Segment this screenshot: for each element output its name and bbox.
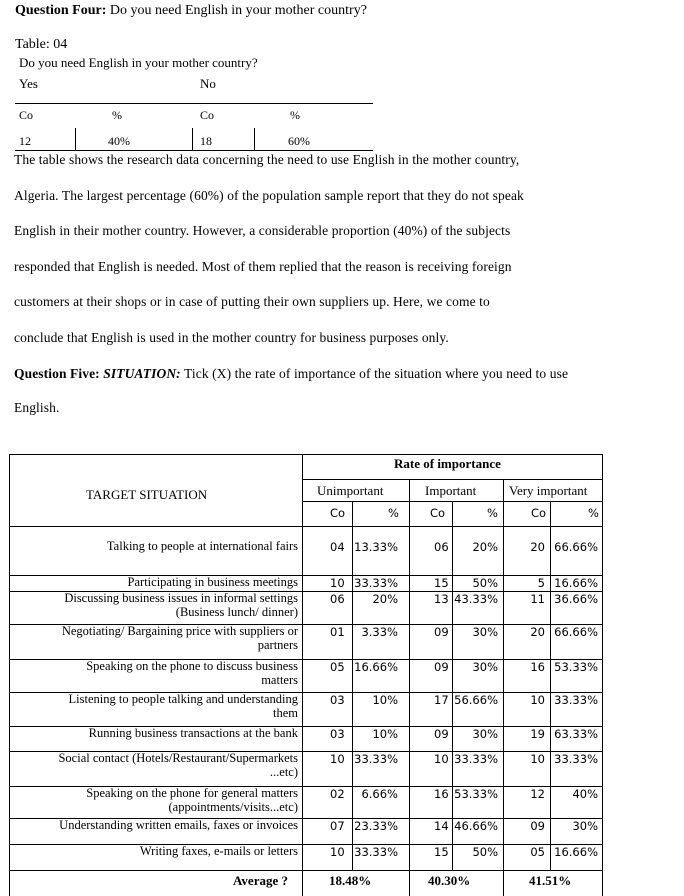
- table-rule: [9, 454, 10, 896]
- table-rule: [9, 870, 603, 871]
- average-important: 40.30%: [428, 873, 471, 888]
- table-04-divider: [15, 103, 373, 104]
- cell-i-co: 09: [434, 625, 449, 639]
- cell-v-pct: 66.66%: [554, 625, 598, 639]
- cell-v-pct: 16.66%: [554, 576, 598, 590]
- table-04-col-rule: [192, 128, 193, 150]
- paragraph-line: customers at their shops or in case of putting their own suppliers up. Here, we come to: [14, 294, 490, 309]
- cell-u-co: 02: [330, 787, 345, 801]
- table-rule: [452, 501, 453, 870]
- cell-i-pct: 30%: [472, 625, 498, 639]
- cell-v-pct: 30%: [572, 819, 598, 833]
- pct-header: %: [487, 506, 498, 520]
- question-five: [14, 366, 568, 382]
- table-rule: [503, 479, 504, 896]
- cell-v-pct: 40%: [572, 787, 598, 801]
- table-rule: [409, 479, 410, 896]
- table-04-pct-header: %: [290, 108, 300, 122]
- average-very-important: 41.51%: [529, 873, 572, 888]
- situation-label: Participating in business meetings: [127, 575, 298, 589]
- table-rule: [352, 501, 353, 870]
- cell-u-pct: 20%: [372, 592, 398, 606]
- table-04-pct-header: %: [112, 108, 122, 122]
- average-unimportant: 18.48%: [329, 873, 372, 888]
- table-04-title: Table: 04: [15, 37, 68, 52]
- table-04-yes-percent: 40%: [108, 134, 130, 148]
- situation-label: matters: [261, 673, 298, 687]
- cell-i-co: 17: [434, 693, 449, 707]
- table-04-bottom-rule: [15, 150, 373, 151]
- paragraph-line: responded that English is needed. Most of them replied that the reason is receiving foreign: [14, 259, 512, 274]
- question-five-continuation: English.: [14, 400, 60, 415]
- table-rule: [602, 454, 603, 896]
- cell-v-co: 19: [530, 727, 545, 741]
- cell-u-pct: 33.33%: [354, 576, 398, 590]
- cell-i-co: 09: [434, 727, 449, 741]
- table-04-caption: Do you need English in your mother country?: [19, 55, 258, 70]
- question-four-colon: :: [101, 3, 107, 18]
- question-five-label: Question Five:: [14, 366, 100, 381]
- situation-label: Understanding written emails, faxes or invoices: [59, 818, 298, 832]
- table-04-yes-count: 12: [19, 134, 31, 148]
- cell-v-pct: 16.66%: [554, 845, 598, 859]
- cell-u-co: 06: [330, 592, 345, 606]
- cell-i-pct: 20%: [472, 540, 498, 554]
- cell-i-pct: 30%: [472, 660, 498, 674]
- cell-u-pct: 3.33%: [361, 625, 398, 639]
- rate-of-importance-header: Rate of importance: [394, 456, 501, 471]
- table-04-col-rule: [75, 128, 76, 150]
- cell-u-pct: 23.33%: [354, 819, 398, 833]
- cell-u-co: 10: [330, 752, 345, 766]
- situation-label: (appointments/visits...etc): [168, 800, 298, 814]
- table-04-no-header: No: [200, 76, 216, 91]
- cell-u-pct: 16.66%: [354, 660, 398, 674]
- table-04-yes-header: Yes: [19, 76, 38, 91]
- question-five-text: Tick (X) the rate of importance of the situation where you need to use: [180, 366, 569, 381]
- cell-v-pct: 66.66%: [554, 540, 598, 554]
- table-rule: [9, 454, 603, 455]
- cell-v-pct: 33.33%: [554, 752, 598, 766]
- cell-u-co: 07: [330, 819, 345, 833]
- situation-label: them: [273, 706, 298, 720]
- cell-u-co: 03: [330, 727, 345, 741]
- row-rule: [9, 575, 603, 576]
- table-04-no-count: 18: [200, 134, 212, 148]
- group-important: Important: [425, 483, 477, 498]
- cell-u-co: 04: [330, 540, 345, 554]
- table-rule: [550, 501, 551, 870]
- paragraph-line: conclude that English is used in the mother country for business purposes only.: [14, 330, 449, 345]
- situation-label: Discussing business issues in informal settings: [64, 591, 298, 605]
- cell-v-pct: 33.33%: [554, 693, 598, 707]
- cell-v-pct: 63.33%: [554, 727, 598, 741]
- co-header: Co: [430, 506, 446, 520]
- situation-label: Negotiating/ Bargaining price with suppliers or: [61, 624, 298, 638]
- table-04-co-header: Co: [200, 108, 215, 122]
- group-unimportant: Unimportant: [317, 483, 384, 498]
- question-five-situation: SITUATION:: [103, 366, 181, 381]
- cell-v-co: 20: [530, 540, 545, 554]
- paragraph-line: The table shows the research data concerning the need to use English in the mother country,: [14, 152, 520, 167]
- cell-i-co: 06: [434, 540, 449, 554]
- cell-u-co: 10: [330, 845, 345, 859]
- cell-i-co: 15: [434, 576, 449, 590]
- cell-u-co: 10: [330, 576, 345, 590]
- table-rule: [9, 526, 603, 527]
- cell-v-pct: 36.66%: [554, 592, 598, 606]
- average-label: Average ?: [233, 873, 288, 888]
- situation-label: Running business transactions at the bank: [88, 726, 298, 740]
- table-rule: [302, 454, 303, 896]
- paragraph-line: English in their mother country. However, a considerable proportion (40%) of the subjects: [14, 223, 511, 238]
- cell-v-co: 11: [530, 592, 545, 606]
- cell-i-co: 10: [434, 752, 449, 766]
- cell-i-co: 13: [434, 592, 449, 606]
- cell-v-co: 20: [530, 625, 545, 639]
- situation-label: Speaking on the phone for general matters: [86, 786, 298, 800]
- cell-u-co: 01: [330, 625, 345, 639]
- cell-i-co: 14: [434, 819, 449, 833]
- cell-u-pct: 33.33%: [354, 845, 398, 859]
- cell-i-pct: 56.66%: [454, 693, 498, 707]
- target-situation-header: TARGET SITUATION: [86, 487, 208, 502]
- cell-v-co: 12: [530, 787, 545, 801]
- row-rule: [9, 844, 603, 845]
- cell-i-pct: 46.66%: [454, 819, 498, 833]
- situation-label: ...etc): [269, 765, 298, 779]
- table-04-co-header: Co: [19, 108, 34, 122]
- situation-label: Talking to people at international fairs: [106, 539, 298, 553]
- situation-label: partners: [257, 638, 298, 652]
- cell-i-co: 16: [434, 787, 449, 801]
- cell-i-pct: 30%: [472, 727, 498, 741]
- cell-v-co: 05: [530, 845, 545, 859]
- co-header: Co: [531, 506, 547, 520]
- cell-v-co: 5: [537, 576, 545, 590]
- pct-header: %: [388, 506, 399, 520]
- situation-label: Speaking on the phone to discuss business: [86, 659, 298, 673]
- cell-v-co: 10: [530, 693, 545, 707]
- question-four: [15, 3, 367, 19]
- pct-header: %: [588, 506, 599, 520]
- cell-u-co: 03: [330, 693, 345, 707]
- cell-u-pct: 6.66%: [361, 787, 398, 801]
- question-four-text: Do you need English in your mother country?: [106, 3, 367, 18]
- paragraph-line: Algeria. The largest percentage (60%) of the population sample report that they do not speak: [14, 188, 524, 203]
- cell-i-pct: 43.33%: [454, 592, 498, 606]
- co-header: Co: [330, 506, 346, 520]
- cell-u-pct: 10%: [372, 727, 398, 741]
- cell-u-pct: 33.33%: [354, 752, 398, 766]
- situation-label: (Business lunch/ dinner): [175, 605, 298, 619]
- cell-v-pct: 53.33%: [554, 660, 598, 674]
- cell-i-pct: 53.33%: [454, 787, 498, 801]
- situation-label: Listening to people talking and understanding: [68, 692, 298, 706]
- cell-u-co: 05: [330, 660, 345, 674]
- cell-i-pct: 50%: [472, 845, 498, 859]
- cell-v-co: 09: [530, 819, 545, 833]
- situation-label: Writing faxes, e-mails or letters: [139, 844, 298, 858]
- cell-u-pct: 13.33%: [354, 540, 398, 554]
- cell-u-pct: 10%: [372, 693, 398, 707]
- situation-label: Social contact (Hotels/Restaurant/Supermarkets: [58, 751, 298, 765]
- cell-i-co: 09: [434, 660, 449, 674]
- cell-i-pct: 33.33%: [454, 752, 498, 766]
- question-four-label: Question Four: [15, 3, 102, 18]
- cell-i-pct: 50%: [472, 576, 498, 590]
- table-rule: [302, 479, 603, 480]
- cell-v-co: 10: [530, 752, 545, 766]
- cell-v-co: 16: [530, 660, 545, 674]
- group-very-important: Very important: [509, 483, 588, 498]
- cell-i-co: 15: [434, 845, 449, 859]
- table-04-no-percent: 60%: [288, 134, 310, 148]
- table-04-col-rule: [254, 128, 255, 150]
